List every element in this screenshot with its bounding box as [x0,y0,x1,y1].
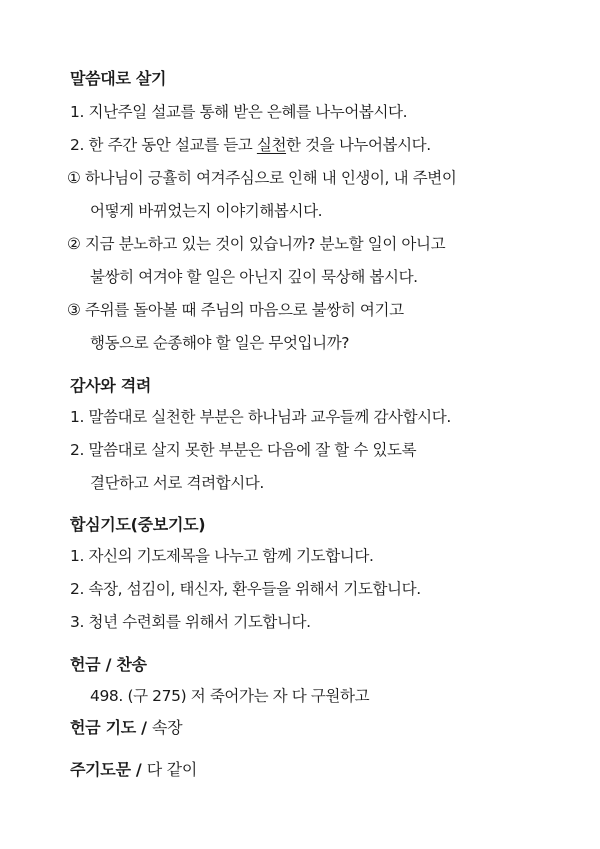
lords-prayer-leader: 다 같이 [146,760,197,779]
living-word-item-1: 1. 지난주일 설교를 통해 받은 은혜를 나누어봅시다. [70,103,408,121]
living-word-sub-2-line-1: ② 지금 분노하고 있는 것이 있습니까? 분노할 일이 아니고 [67,235,446,253]
section-title-offering: 헌금 / 찬송 [70,655,147,674]
thanks-item-1: 1. 말씀대로 실천한 부분은 하나님과 교우들께 감사합시다. [70,408,451,426]
prayer-item-3: 3. 청년 수련회를 위해서 기도합니다. [70,613,311,631]
living-word-sub-2-line-2: 불쌍히 여겨야 할 일은 아닌지 깊이 묵상해 봅시다. [90,268,418,286]
living-word-item-2-text-b: 한 것을 나누어봅시다. [286,136,431,154]
offering-hymn: 498. (구 275) 저 죽어가는 자 다 구원하고 [90,687,370,705]
thanks-item-2-line-2: 결단하고 서로 격려합시다. [90,474,264,492]
living-word-item-2-text-a: 2. 한 주간 동안 설교를 듣고 [70,136,257,154]
section-title-lords-prayer [70,757,197,780]
living-word-item-2 [70,133,431,155]
living-word-sub-3-line-2: 행동으로 순종해야 할 일은 무엇입니까? [90,334,350,352]
living-word-sub-1-line-2: 어떻게 바뀌었는지 이야기해봅시다. [90,202,323,220]
living-word-item-2-underlined: 실천 [256,136,287,154]
section-title-prayer: 합심기도(중보기도) [70,515,206,534]
offering-prayer-leader: 속장 [151,718,183,737]
thanks-item-2-line-1: 2. 말씀대로 살지 못한 부분은 다음에 잘 할 수 있도록 [70,441,417,459]
section-title-thanks: 감사와 격려 [70,376,152,395]
section-title-offering-prayer [70,715,182,738]
living-word-sub-1-line-1: ① 하나님이 긍휼히 여겨주심으로 인해 내 인생이, 내 주변이 [67,169,457,187]
prayer-item-2: 2. 속장, 섬김이, 태신자, 환우들을 위해서 기도합니다. [70,580,421,598]
lords-prayer-title: 주기도문 / [70,760,147,779]
section-title-living-word: 말씀대로 살기 [70,69,167,88]
living-word-sub-3-line-1: ③ 주위를 돌아볼 때 주님의 마음으로 불쌍히 여기고 [67,301,404,319]
offering-prayer-title: 헌금 기도 / [70,718,152,737]
prayer-item-1: 1. 자신의 기도제목을 나누고 함께 기도합니다. [70,547,374,565]
